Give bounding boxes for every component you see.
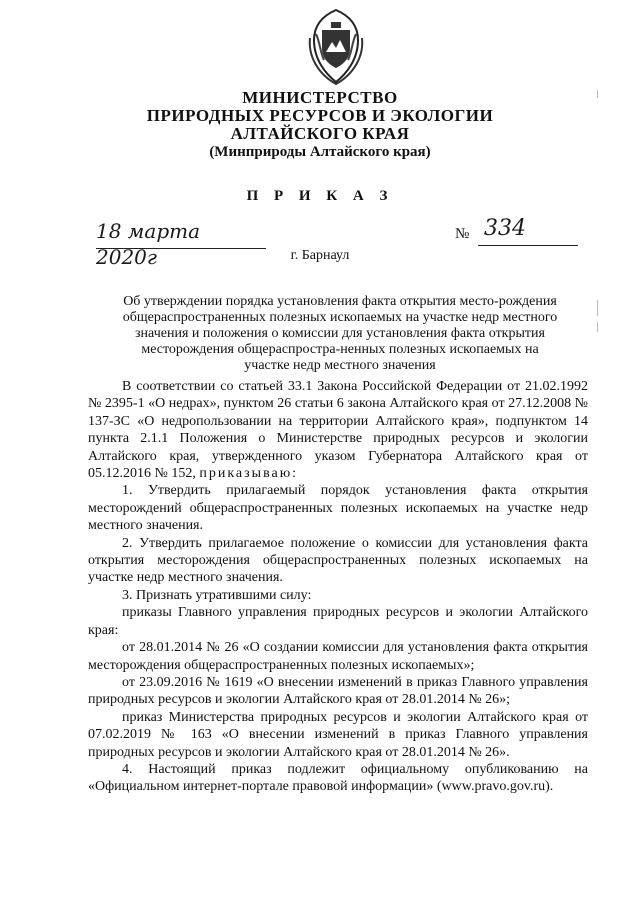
ministry-short-name: (Минприроды Алтайского края): [209, 144, 431, 160]
coat-of-arms-emblem: [302, 8, 370, 86]
clause-3: 3. Признать утратившими силу:: [122, 587, 312, 603]
document-type: П Р И К А З: [246, 188, 394, 204]
clause-3-c: от 23.09.2016 № 1619 «О внесении изменений в приказ Главного управления природных ресурсов и экологии Алтайского края от 28.01.2014 № 26»;: [88, 674, 588, 708]
clause-4: 4. Настоящий приказ подлежит официальному опубликованию на «Официальном интернет-портале правовой информации» (www.pravo.gov.ru).: [88, 761, 588, 795]
order-number-label: №: [455, 226, 470, 242]
scan-mark: [597, 300, 598, 316]
order-body: [88, 378, 588, 796]
clause-3-d: приказ Министерства природных ресурсов и экологии Алтайского края от 07.02.2019 № 163 «О внесении изменений в приказ Главного управления природных ресурсов и экологии Алтайского края от 28.01.2014 № 26».: [88, 709, 588, 760]
clause-2: 2. Утвердить прилагаемое положение о комиссии для установления факта открытия месторождения общераспространенных полезных ископаемых на участке недр местного значения.: [88, 535, 588, 586]
intro-paragraph: [88, 378, 588, 482]
clause-3-a: приказы Главного управления природных ресурсов и экологии Алтайского края:: [88, 605, 588, 638]
order-number: 334: [478, 216, 578, 246]
ministry-name-line1: МИНИСТЕРСТВО: [242, 88, 398, 107]
order-date: 18 марта 2020г: [96, 218, 266, 249]
clause-3-b: от 28.01.2014 № 26 «О создании комиссии для установления факта открытия месторождения общераспространенных полезных ископаемых»;: [88, 640, 588, 673]
scan-mark: [597, 322, 598, 332]
city: г. Барнаул: [290, 248, 350, 263]
scan-mark: [597, 90, 598, 98]
order-title: Об утверждении порядка установления факта открытия место-рождения общераспространенных полезных ископаемых на участке недр местного значения и положения о комиссии для установления факта открытия месторождения общераспростра-ненных полезных ископаемых на участке недр местного значения: [122, 294, 558, 373]
ministry-name-line2: ПРИРОДНЫХ РЕСУРСОВ И ЭКОЛОГИИ: [146, 106, 494, 125]
intro-text: В соответствии со статьей 33.1 Закона Российской Федерации от 21.02.1992 № 2395-1 «О недрах», пунктом 26 статьи 6 закона Алтайского края от 27.12.2008 № 137-ЗС «О недропользовании на территории Алтайского края», подпунктом 14 пункта 2.1.1 Положения о Министерстве природных ресурсов и экологии Алтайского края, утвержденного указом Губернатора Алтайского края от 05.12.2016 № 152,: [88, 379, 588, 482]
ministry-name-line3: АЛТАЙСКОГО КРАЯ: [230, 124, 410, 143]
intro-keyword: приказываю:: [199, 466, 299, 482]
clause-1: 1. Утвердить прилагаемый порядок установления факта открытия месторождений общераспространенных полезных ископаемых на участке недр местного значения.: [88, 483, 588, 534]
